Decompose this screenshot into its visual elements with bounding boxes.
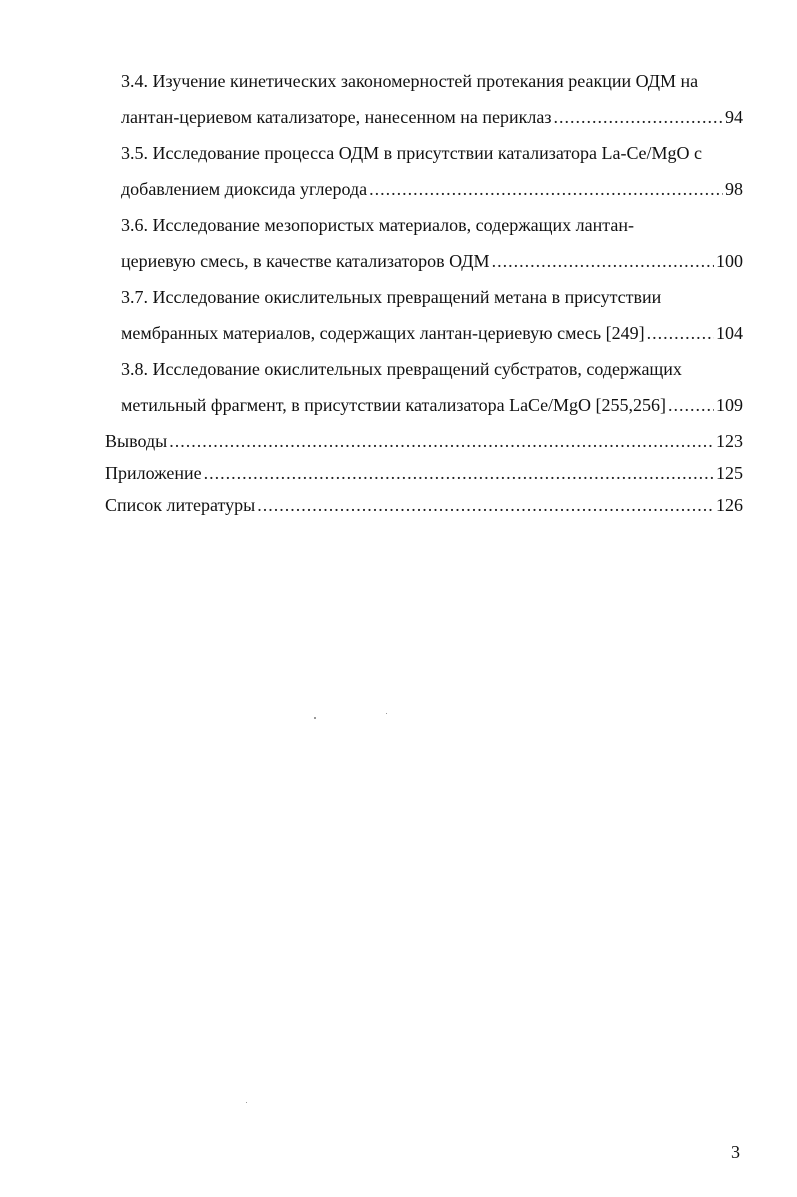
toc-page-number: 98 xyxy=(725,179,743,199)
toc-entry-title: мембранных материалов, содержащих лантан-цериевую смесь [249] xyxy=(121,323,645,343)
toc-entry-3-6-line1 xyxy=(121,214,634,236)
toc-entry-title: Приложение xyxy=(105,463,202,483)
toc-entry-3-8-line2 xyxy=(121,394,743,416)
toc-page-number: 123 xyxy=(716,431,743,451)
toc-page-number: 94 xyxy=(725,107,743,127)
toc-page-number: 125 xyxy=(716,463,743,483)
toc-page-number: 100 xyxy=(716,251,743,271)
toc-entry-3-4-line1 xyxy=(121,70,698,92)
toc-entry-title: добавлением диоксида углерода xyxy=(121,179,368,199)
toc-page-number: 126 xyxy=(716,495,743,515)
toc-entry-title: лантан-цериевом катализаторе, нанесенном на периклаз xyxy=(121,107,552,127)
dot-leader xyxy=(553,106,723,128)
scan-speck xyxy=(314,717,316,719)
toc-entry-title: метильный фрагмент, в присутствии катализатора LaCe/MgO [255,256] xyxy=(121,395,667,415)
scan-speck xyxy=(386,713,387,714)
scan-speck xyxy=(246,1102,247,1103)
dot-leader xyxy=(668,394,714,416)
dot-leader xyxy=(647,322,714,344)
toc-entry-title: 3.6. Исследование мезопористых материалов, содержащих лантан- xyxy=(121,215,634,235)
toc-entry-3-6-line2 xyxy=(121,250,743,272)
toc-entry-3-4-line2 xyxy=(121,106,743,128)
toc-entry-title: Выводы xyxy=(105,431,168,451)
toc-entry-3-5-line1 xyxy=(121,142,702,164)
toc-entry-appendix xyxy=(105,462,743,484)
dot-leader xyxy=(369,178,723,200)
toc-entry-3-7-line1 xyxy=(121,286,661,308)
toc-entry-conclusions xyxy=(105,430,743,452)
toc-entry-title: 3.5. Исследование процесса ОДМ в присутствии катализатора La-Ce/MgO с xyxy=(121,143,702,163)
dot-leader xyxy=(169,430,714,452)
toc-page-number: 109 xyxy=(716,395,743,415)
toc-page-number: 104 xyxy=(716,323,743,343)
dot-leader xyxy=(204,462,714,484)
toc-entry-title: Список литературы xyxy=(105,495,256,515)
toc-entry-title: 3.4. Изучение кинетических закономерностей протекания реакции ОДМ на xyxy=(121,71,699,91)
dot-leader xyxy=(257,494,714,516)
toc-entry-3-5-line2 xyxy=(121,178,743,200)
page-number: 3 xyxy=(731,1142,740,1162)
toc-entry-3-7-line2 xyxy=(121,322,743,344)
toc-entry-3-8-line1 xyxy=(121,358,682,380)
dot-leader xyxy=(492,250,714,272)
toc-entry-title: 3.8. Исследование окислительных превращений субстратов, содержащих xyxy=(121,359,682,379)
toc-entry-title: цериевую смесь, в качестве катализаторов ОДМ xyxy=(121,251,490,271)
toc-entry-title: 3.7. Исследование окислительных превращений метана в присутствии xyxy=(121,287,662,307)
toc-entry-references xyxy=(105,494,743,516)
